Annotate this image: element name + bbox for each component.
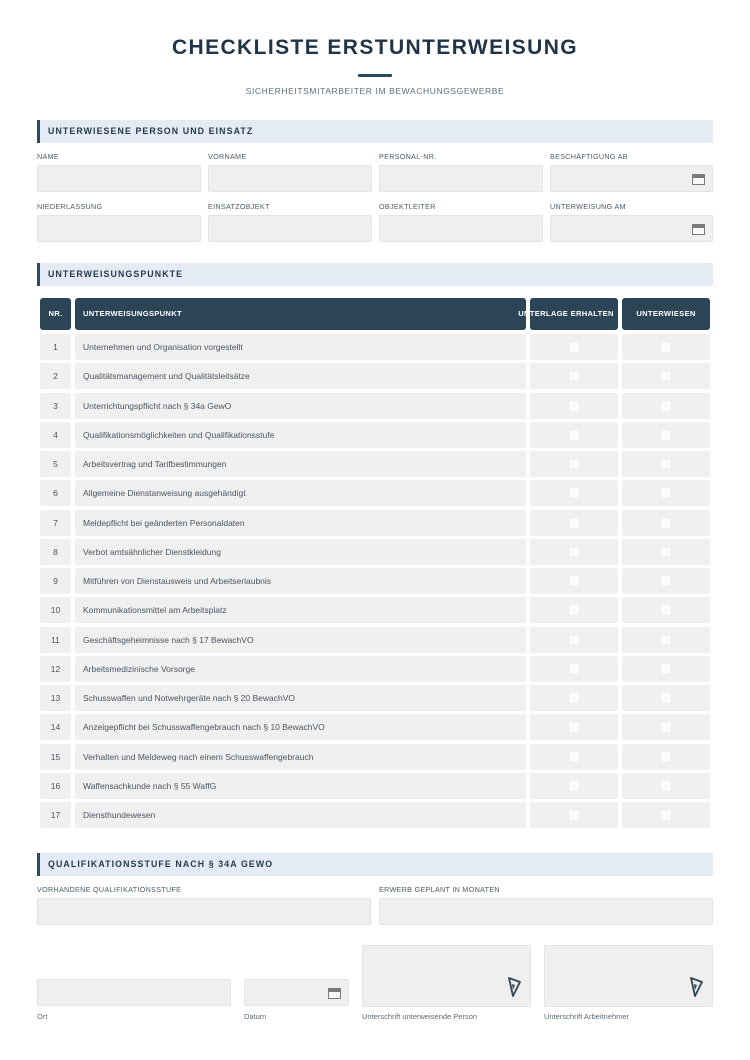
unterwiesen-cell (622, 802, 710, 828)
unterwiesen-checkbox[interactable] (660, 751, 672, 763)
ort-field[interactable] (37, 979, 231, 1006)
unterweisung-am-label: UNTERWEISUNG AM (550, 202, 626, 211)
unterwiesen-cell (622, 744, 710, 770)
unterlage-checkbox[interactable] (568, 575, 580, 587)
unterlage-checkbox[interactable] (568, 458, 580, 470)
row-text: Verhalten und Meldeweg nach einem Schusswaffengebrauch (75, 744, 526, 770)
objektleiter-field[interactable] (379, 215, 543, 242)
personal-nr-field[interactable] (379, 165, 543, 192)
unterlage-checkbox[interactable] (568, 370, 580, 382)
unterlage-cell (530, 802, 618, 828)
table-row (40, 363, 710, 389)
unterwiesen-cell (622, 510, 710, 536)
unterlage-checkbox[interactable] (568, 780, 580, 792)
row-number: 14 (40, 714, 71, 740)
calendar-icon[interactable] (692, 224, 705, 235)
row-text: Arbeitsvertrag und Tarifbestimmungen (75, 451, 526, 477)
page-title: CHECKLISTE ERSTUNTERWEISUNG (171, 36, 579, 59)
row-number: 10 (40, 597, 71, 623)
einsatzobjekt-label: EINSATZOBJEKT (208, 202, 270, 211)
unterlage-cell (530, 773, 618, 799)
vorhandene-field[interactable] (37, 898, 371, 925)
table-row (40, 334, 710, 360)
row-number: 6 (40, 480, 71, 506)
unterwiesen-cell (622, 451, 710, 477)
section-header-points (37, 263, 713, 286)
unterwiesen-checkbox[interactable] (660, 809, 672, 821)
row-text: Meldepflicht bei geänderten Personaldaten (75, 510, 526, 536)
unterwiesen-checkbox[interactable] (660, 458, 672, 470)
signature-unterweisende-label: Unterschrift unterweisende Person (362, 1012, 478, 1021)
section-heading: UNTERWIESENE PERSON UND EINSATZ (48, 126, 254, 136)
unterlage-cell (530, 685, 618, 711)
unterwiesen-checkbox[interactable] (660, 546, 672, 558)
unterlage-cell (530, 451, 618, 477)
row-number: 2 (40, 363, 71, 389)
unterlage-cell (530, 334, 618, 360)
unterwiesen-checkbox[interactable] (660, 400, 672, 412)
unterlage-cell (530, 393, 618, 419)
row-number: 9 (40, 568, 71, 594)
column-header-unterlage (518, 298, 618, 330)
niederlassung-field[interactable] (37, 215, 201, 242)
table-row (40, 539, 710, 565)
unterlage-cell (530, 656, 618, 682)
row-text: Qualifikationsmöglichkeiten und Qualifikationsstufe (75, 422, 526, 448)
row-number: 7 (40, 510, 71, 536)
unterlage-cell (530, 422, 618, 448)
row-text: Schusswaffen und Notwehrgeräte nach § 20 BewachVO (75, 685, 526, 711)
unterlage-checkbox[interactable] (568, 517, 580, 529)
unterlage-checkbox[interactable] (568, 341, 580, 353)
unterwiesen-checkbox[interactable] (660, 692, 672, 704)
signature-arbeitnehmer-label: Unterschrift Arbeitnehmer (544, 1012, 630, 1021)
row-number: 4 (40, 422, 71, 448)
unterwiesen-cell (622, 480, 710, 506)
unterlage-cell (530, 480, 618, 506)
signature-arbeitnehmer-field[interactable] (544, 945, 713, 1007)
table-row (40, 627, 710, 653)
row-text: Qualitätsmanagement und Qualitätsleitsätze (75, 363, 526, 389)
table-row (40, 802, 710, 828)
unterlage-checkbox[interactable] (568, 751, 580, 763)
unterlage-cell (530, 363, 618, 389)
unterwiesen-checkbox[interactable] (660, 341, 672, 353)
table-row (40, 714, 710, 740)
unterlage-cell (530, 597, 618, 623)
unterwiesen-checkbox[interactable] (660, 370, 672, 382)
column-header-unterlage-text: UNTERLAGE ERHALTEN (518, 309, 614, 318)
row-number: 17 (40, 802, 71, 828)
row-text: Anzeigepflicht bei Schusswaffengebrauch nach § 10 BewachVO (75, 714, 526, 740)
personal-nr-label: PERSONAL-NR. (379, 152, 437, 161)
table-row (40, 422, 710, 448)
row-number: 3 (40, 393, 71, 419)
unterlage-checkbox[interactable] (568, 809, 580, 821)
title-divider (358, 74, 392, 77)
unterwiesen-checkbox[interactable] (660, 634, 672, 646)
unterlage-cell (530, 744, 618, 770)
vorname-label: VORNAME (208, 152, 247, 161)
beschaeftigung-ab-label: BESCHÄFTIGUNG AB (550, 152, 628, 161)
unterwiesen-checkbox[interactable] (660, 429, 672, 441)
calendar-icon[interactable] (328, 988, 341, 999)
row-number: 15 (40, 744, 71, 770)
unterwiesen-cell (622, 627, 710, 653)
row-text: Unterrichtungspflicht nach § 34a GewO (75, 393, 526, 419)
unterwiesen-checkbox[interactable] (660, 487, 672, 499)
table-row (40, 744, 710, 770)
table-row (40, 480, 710, 506)
datum-field[interactable] (244, 979, 349, 1006)
row-number: 12 (40, 656, 71, 682)
row-text: Allgemeine Dienstanweisung ausgehändigt (75, 480, 526, 506)
vorhandene-label: VORHANDENE QUALIFIKATIONSSTUFE (37, 885, 182, 894)
row-text: Diensthundewesen (75, 802, 526, 828)
table-row (40, 597, 710, 623)
objektleiter-label: OBJEKTLEITER (379, 202, 436, 211)
unterwiesen-cell (622, 656, 710, 682)
name-label: NAME (37, 152, 59, 161)
signature-pen-icon (688, 976, 704, 998)
table-row (40, 568, 710, 594)
unterlage-checkbox[interactable] (568, 604, 580, 616)
signature-pen-icon (506, 976, 522, 998)
unterweisung-am-field[interactable] (550, 215, 713, 242)
unterwiesen-cell (622, 568, 710, 594)
vorname-field[interactable] (208, 165, 372, 192)
unterlage-checkbox[interactable] (568, 487, 580, 499)
signature-unterweisende-field[interactable] (362, 945, 531, 1007)
einsatzobjekt-field[interactable] (208, 215, 372, 242)
unterlage-checkbox[interactable] (568, 400, 580, 412)
datum-label: Datum (244, 1012, 267, 1021)
unterwiesen-checkbox[interactable] (660, 721, 672, 733)
niederlassung-label: NIEDERLASSUNG (37, 202, 103, 211)
unterlage-cell (530, 568, 618, 594)
table-row (40, 773, 710, 799)
unterlage-cell (530, 627, 618, 653)
table-row (40, 451, 710, 477)
erwerb-field[interactable] (379, 898, 713, 925)
unterwiesen-cell (622, 773, 710, 799)
unterwiesen-checkbox[interactable] (660, 575, 672, 587)
section-heading: QUALIFIKATIONSSTUFE NACH § 34A GEWO (48, 859, 274, 869)
unterlage-checkbox[interactable] (568, 692, 580, 704)
table-row (40, 656, 710, 682)
unterlage-checkbox[interactable] (568, 546, 580, 558)
unterwiesen-checkbox[interactable] (660, 780, 672, 792)
name-field[interactable] (37, 165, 201, 192)
section-header-qualifikation (37, 853, 713, 876)
column-header-nr: NR. (40, 298, 71, 330)
erwerb-label: ERWERB GEPLANT IN MONATEN (379, 885, 500, 894)
calendar-icon[interactable] (692, 174, 705, 185)
page-subtitle: SICHERHEITSMITARBEITER IM BEWACHUNGSGEWERBE (245, 86, 505, 96)
unterwiesen-checkbox[interactable] (660, 604, 672, 616)
row-number: 11 (40, 627, 71, 653)
unterlage-cell (530, 539, 618, 565)
unterwiesen-cell (622, 422, 710, 448)
unterwiesen-cell (622, 334, 710, 360)
unterwiesen-cell (622, 714, 710, 740)
table-row (40, 510, 710, 536)
column-header-unterwiesen: UNTERWIESEN (622, 298, 710, 330)
unterwiesen-checkbox[interactable] (660, 517, 672, 529)
section-heading: UNTERWEISUNGSPUNKTE (48, 269, 184, 279)
column-header-punkt: UNTERWEISUNGSPUNKT (75, 298, 526, 330)
row-number: 5 (40, 451, 71, 477)
ort-label: Ort (37, 1012, 48, 1021)
row-text: Verbot amtsähnlicher Dienstkleidung (75, 539, 526, 565)
row-text: Kommunikationsmittel am Arbeitsplatz (75, 597, 526, 623)
unterlage-checkbox[interactable] (568, 429, 580, 441)
unterwiesen-cell (622, 539, 710, 565)
unterlage-checkbox[interactable] (568, 634, 580, 646)
row-number: 8 (40, 539, 71, 565)
row-text: Arbeitsmedizinische Vorsorge (75, 656, 526, 682)
beschaeftigung-ab-field[interactable] (550, 165, 713, 192)
unterlage-checkbox[interactable] (568, 721, 580, 733)
row-text: Unternehmen und Organisation vorgestellt (75, 334, 526, 360)
row-text: Waffensachkunde nach § 55 WaffG (75, 773, 526, 799)
row-number: 1 (40, 334, 71, 360)
row-number: 16 (40, 773, 71, 799)
unterlage-cell (530, 510, 618, 536)
unterwiesen-cell (622, 685, 710, 711)
unterwiesen-cell (622, 597, 710, 623)
unterwiesen-cell (622, 363, 710, 389)
unterwiesen-checkbox[interactable] (660, 663, 672, 675)
row-text: Mitführen von Dienstausweis und Arbeitserlaubnis (75, 568, 526, 594)
unterwiesen-cell (622, 393, 710, 419)
unterlage-checkbox[interactable] (568, 663, 580, 675)
row-text: Geschäftsgeheimnisse nach § 17 BewachVO (75, 627, 526, 653)
section-header-person (37, 120, 713, 143)
row-number: 13 (40, 685, 71, 711)
unterlage-cell (530, 714, 618, 740)
table-row (40, 393, 710, 419)
table-row (40, 685, 710, 711)
